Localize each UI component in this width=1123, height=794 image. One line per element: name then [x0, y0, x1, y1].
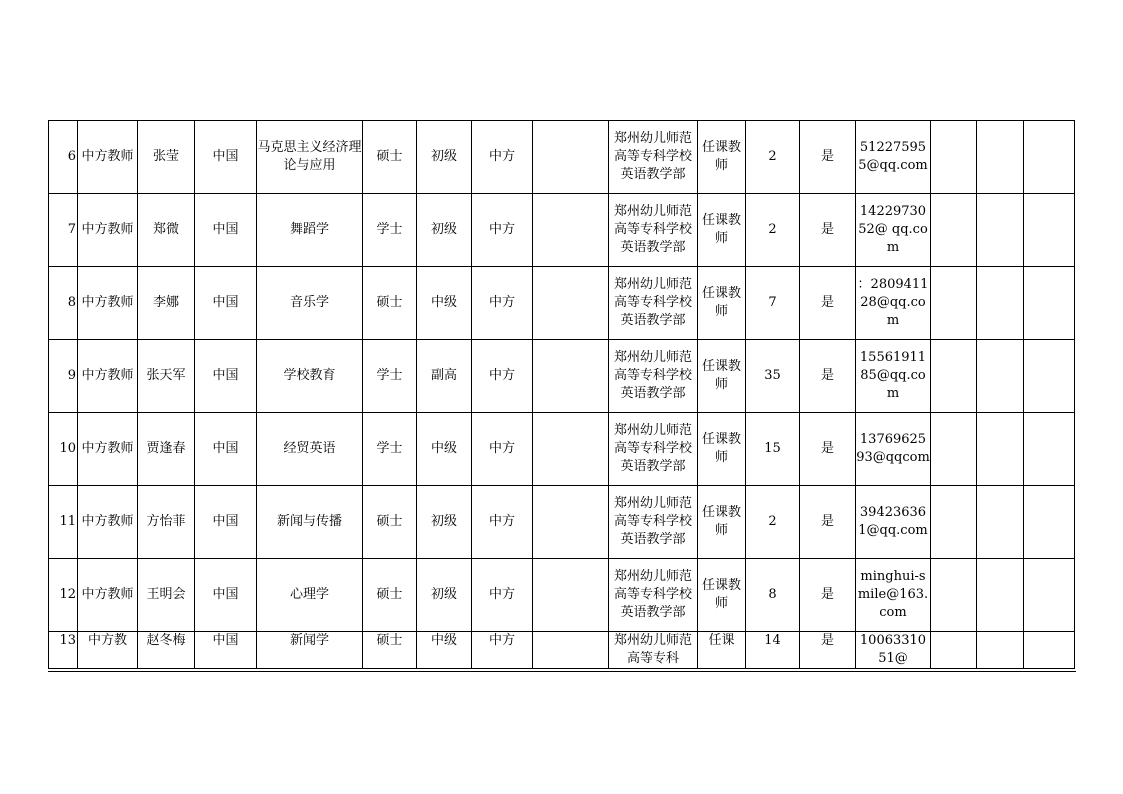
major: 经贸英语 [257, 413, 363, 486]
teaching-years: 15 [746, 413, 800, 486]
empty-cell [977, 559, 1024, 632]
row-number: 10 [49, 413, 78, 486]
work-unit: 郑州幼儿师范高等专科 [609, 632, 698, 669]
table-row [49, 340, 1075, 413]
side: 中方 [472, 632, 533, 669]
teacher-name: 张天军 [138, 340, 195, 413]
empty-cell [977, 486, 1024, 559]
side: 中方 [472, 267, 533, 340]
teacher-type: 中方教 [78, 632, 138, 669]
row-number: 12 [49, 559, 78, 632]
yes-flag: 是 [800, 559, 856, 632]
empty-cell [1024, 632, 1075, 669]
empty-cell [977, 632, 1024, 669]
teaching-years: 14 [746, 632, 800, 669]
teacher-type: 中方教师 [78, 340, 138, 413]
work-unit: 郑州幼儿师范高等专科学校英语教学部 [609, 267, 698, 340]
major: 新闻与传播 [257, 486, 363, 559]
blank-cell [533, 194, 609, 267]
teacher-type: 中方教师 [78, 559, 138, 632]
row-number: 6 [49, 121, 78, 194]
blank-cell [533, 486, 609, 559]
teacher-name: 王明会 [138, 559, 195, 632]
major: 新闻学 [257, 632, 363, 669]
blank-cell [533, 121, 609, 194]
teacher-type: 中方教师 [78, 194, 138, 267]
empty-cell [977, 413, 1024, 486]
major: 学校教育 [257, 340, 363, 413]
professional-title: 中级 [417, 632, 472, 669]
side: 中方 [472, 486, 533, 559]
row-number: 13 [49, 632, 78, 669]
role: 任课教师 [698, 194, 746, 267]
role: 任课教师 [698, 340, 746, 413]
empty-cell [931, 267, 977, 340]
degree: 硕士 [363, 632, 417, 669]
table-row [49, 486, 1075, 559]
degree: 学士 [363, 340, 417, 413]
teacher-table [48, 120, 1075, 669]
empty-cell [977, 267, 1024, 340]
side: 中方 [472, 194, 533, 267]
email: 1422973052@ qq.com [856, 194, 931, 267]
role: 任课 [698, 632, 746, 669]
empty-cell [931, 486, 977, 559]
professional-title: 中级 [417, 267, 472, 340]
work-unit: 郑州幼儿师范高等专科学校英语教学部 [609, 194, 698, 267]
teaching-years: 7 [746, 267, 800, 340]
teaching-years: 2 [746, 486, 800, 559]
professional-title: 中级 [417, 413, 472, 486]
major: 舞蹈学 [257, 194, 363, 267]
email: 1006331051@ [856, 632, 931, 669]
yes-flag: 是 [800, 267, 856, 340]
empty-cell [977, 194, 1024, 267]
empty-cell [1024, 413, 1075, 486]
yes-flag: 是 [800, 194, 856, 267]
country: 中国 [195, 559, 257, 632]
professional-title: 初级 [417, 559, 472, 632]
teaching-years: 8 [746, 559, 800, 632]
empty-cell [931, 194, 977, 267]
empty-cell [1024, 340, 1075, 413]
teaching-years: 35 [746, 340, 800, 413]
yes-flag: 是 [800, 340, 856, 413]
teaching-years: 2 [746, 121, 800, 194]
degree: 硕士 [363, 267, 417, 340]
role: 任课教师 [698, 121, 746, 194]
empty-cell [931, 340, 977, 413]
teacher-name: 张莹 [138, 121, 195, 194]
degree: 硕士 [363, 559, 417, 632]
email: 1376962593@qqcom [856, 413, 931, 486]
country: 中国 [195, 632, 257, 669]
teacher-type: 中方教师 [78, 121, 138, 194]
empty-cell [931, 632, 977, 669]
blank-cell [533, 267, 609, 340]
teacher-name: 赵冬梅 [138, 632, 195, 669]
country: 中国 [195, 194, 257, 267]
work-unit: 郑州幼儿师范高等专科学校英语教学部 [609, 340, 698, 413]
teacher-name: 贾逢春 [138, 413, 195, 486]
work-unit: 郑州幼儿师范高等专科学校英语教学部 [609, 121, 698, 194]
table-row [49, 413, 1075, 486]
table-row [49, 121, 1075, 194]
major: 心理学 [257, 559, 363, 632]
professional-title: 初级 [417, 121, 472, 194]
empty-cell [1024, 267, 1075, 340]
teacher-name: 李娜 [138, 267, 195, 340]
teacher-name: 郑微 [138, 194, 195, 267]
empty-cell [1024, 559, 1075, 632]
professional-title: 初级 [417, 486, 472, 559]
table-row [49, 559, 1075, 632]
side: 中方 [472, 121, 533, 194]
major: 马克思主义经济理论与应用 [257, 121, 363, 194]
empty-cell [1024, 194, 1075, 267]
country: 中国 [195, 486, 257, 559]
empty-cell [931, 121, 977, 194]
side: 中方 [472, 340, 533, 413]
side: 中方 [472, 413, 533, 486]
yes-flag: 是 [800, 121, 856, 194]
table-row [49, 267, 1075, 340]
work-unit: 郑州幼儿师范高等专科学校英语教学部 [609, 413, 698, 486]
empty-cell [977, 340, 1024, 413]
email: ：280941128@qq.com [856, 267, 931, 340]
role: 任课教师 [698, 486, 746, 559]
empty-cell [1024, 121, 1075, 194]
blank-cell [533, 413, 609, 486]
role: 任课教师 [698, 559, 746, 632]
side: 中方 [472, 559, 533, 632]
country: 中国 [195, 413, 257, 486]
teacher-type: 中方教师 [78, 413, 138, 486]
major: 音乐学 [257, 267, 363, 340]
email: 512275955@qq.com [856, 121, 931, 194]
professional-title: 初级 [417, 194, 472, 267]
teaching-years: 2 [746, 194, 800, 267]
empty-cell [1024, 486, 1075, 559]
yes-flag: 是 [800, 632, 856, 669]
yes-flag: 是 [800, 486, 856, 559]
blank-cell [533, 632, 609, 669]
email: 394236361@qq.com [856, 486, 931, 559]
teacher-type: 中方教师 [78, 486, 138, 559]
work-unit: 郑州幼儿师范高等专科学校英语教学部 [609, 486, 698, 559]
table-row [49, 194, 1075, 267]
blank-cell [533, 340, 609, 413]
row-number: 8 [49, 267, 78, 340]
degree: 学士 [363, 194, 417, 267]
country: 中国 [195, 121, 257, 194]
blank-cell [533, 559, 609, 632]
degree: 硕士 [363, 121, 417, 194]
table-row [49, 632, 1075, 669]
country: 中国 [195, 267, 257, 340]
teacher-name: 方怡菲 [138, 486, 195, 559]
row-number: 11 [49, 486, 78, 559]
empty-cell [931, 413, 977, 486]
professional-title: 副高 [417, 340, 472, 413]
empty-cell [977, 121, 1024, 194]
country: 中国 [195, 340, 257, 413]
row-number: 9 [49, 340, 78, 413]
degree: 硕士 [363, 486, 417, 559]
empty-cell [931, 559, 977, 632]
teacher-type: 中方教师 [78, 267, 138, 340]
page-cut-line [48, 671, 1076, 672]
degree: 学士 [363, 413, 417, 486]
work-unit: 郑州幼儿师范高等专科学校英语教学部 [609, 559, 698, 632]
yes-flag: 是 [800, 413, 856, 486]
row-number: 7 [49, 194, 78, 267]
email: 1556191185@qq.com [856, 340, 931, 413]
role: 任课教师 [698, 267, 746, 340]
email: minghui-smile@163.com [856, 559, 931, 632]
role: 任课教师 [698, 413, 746, 486]
